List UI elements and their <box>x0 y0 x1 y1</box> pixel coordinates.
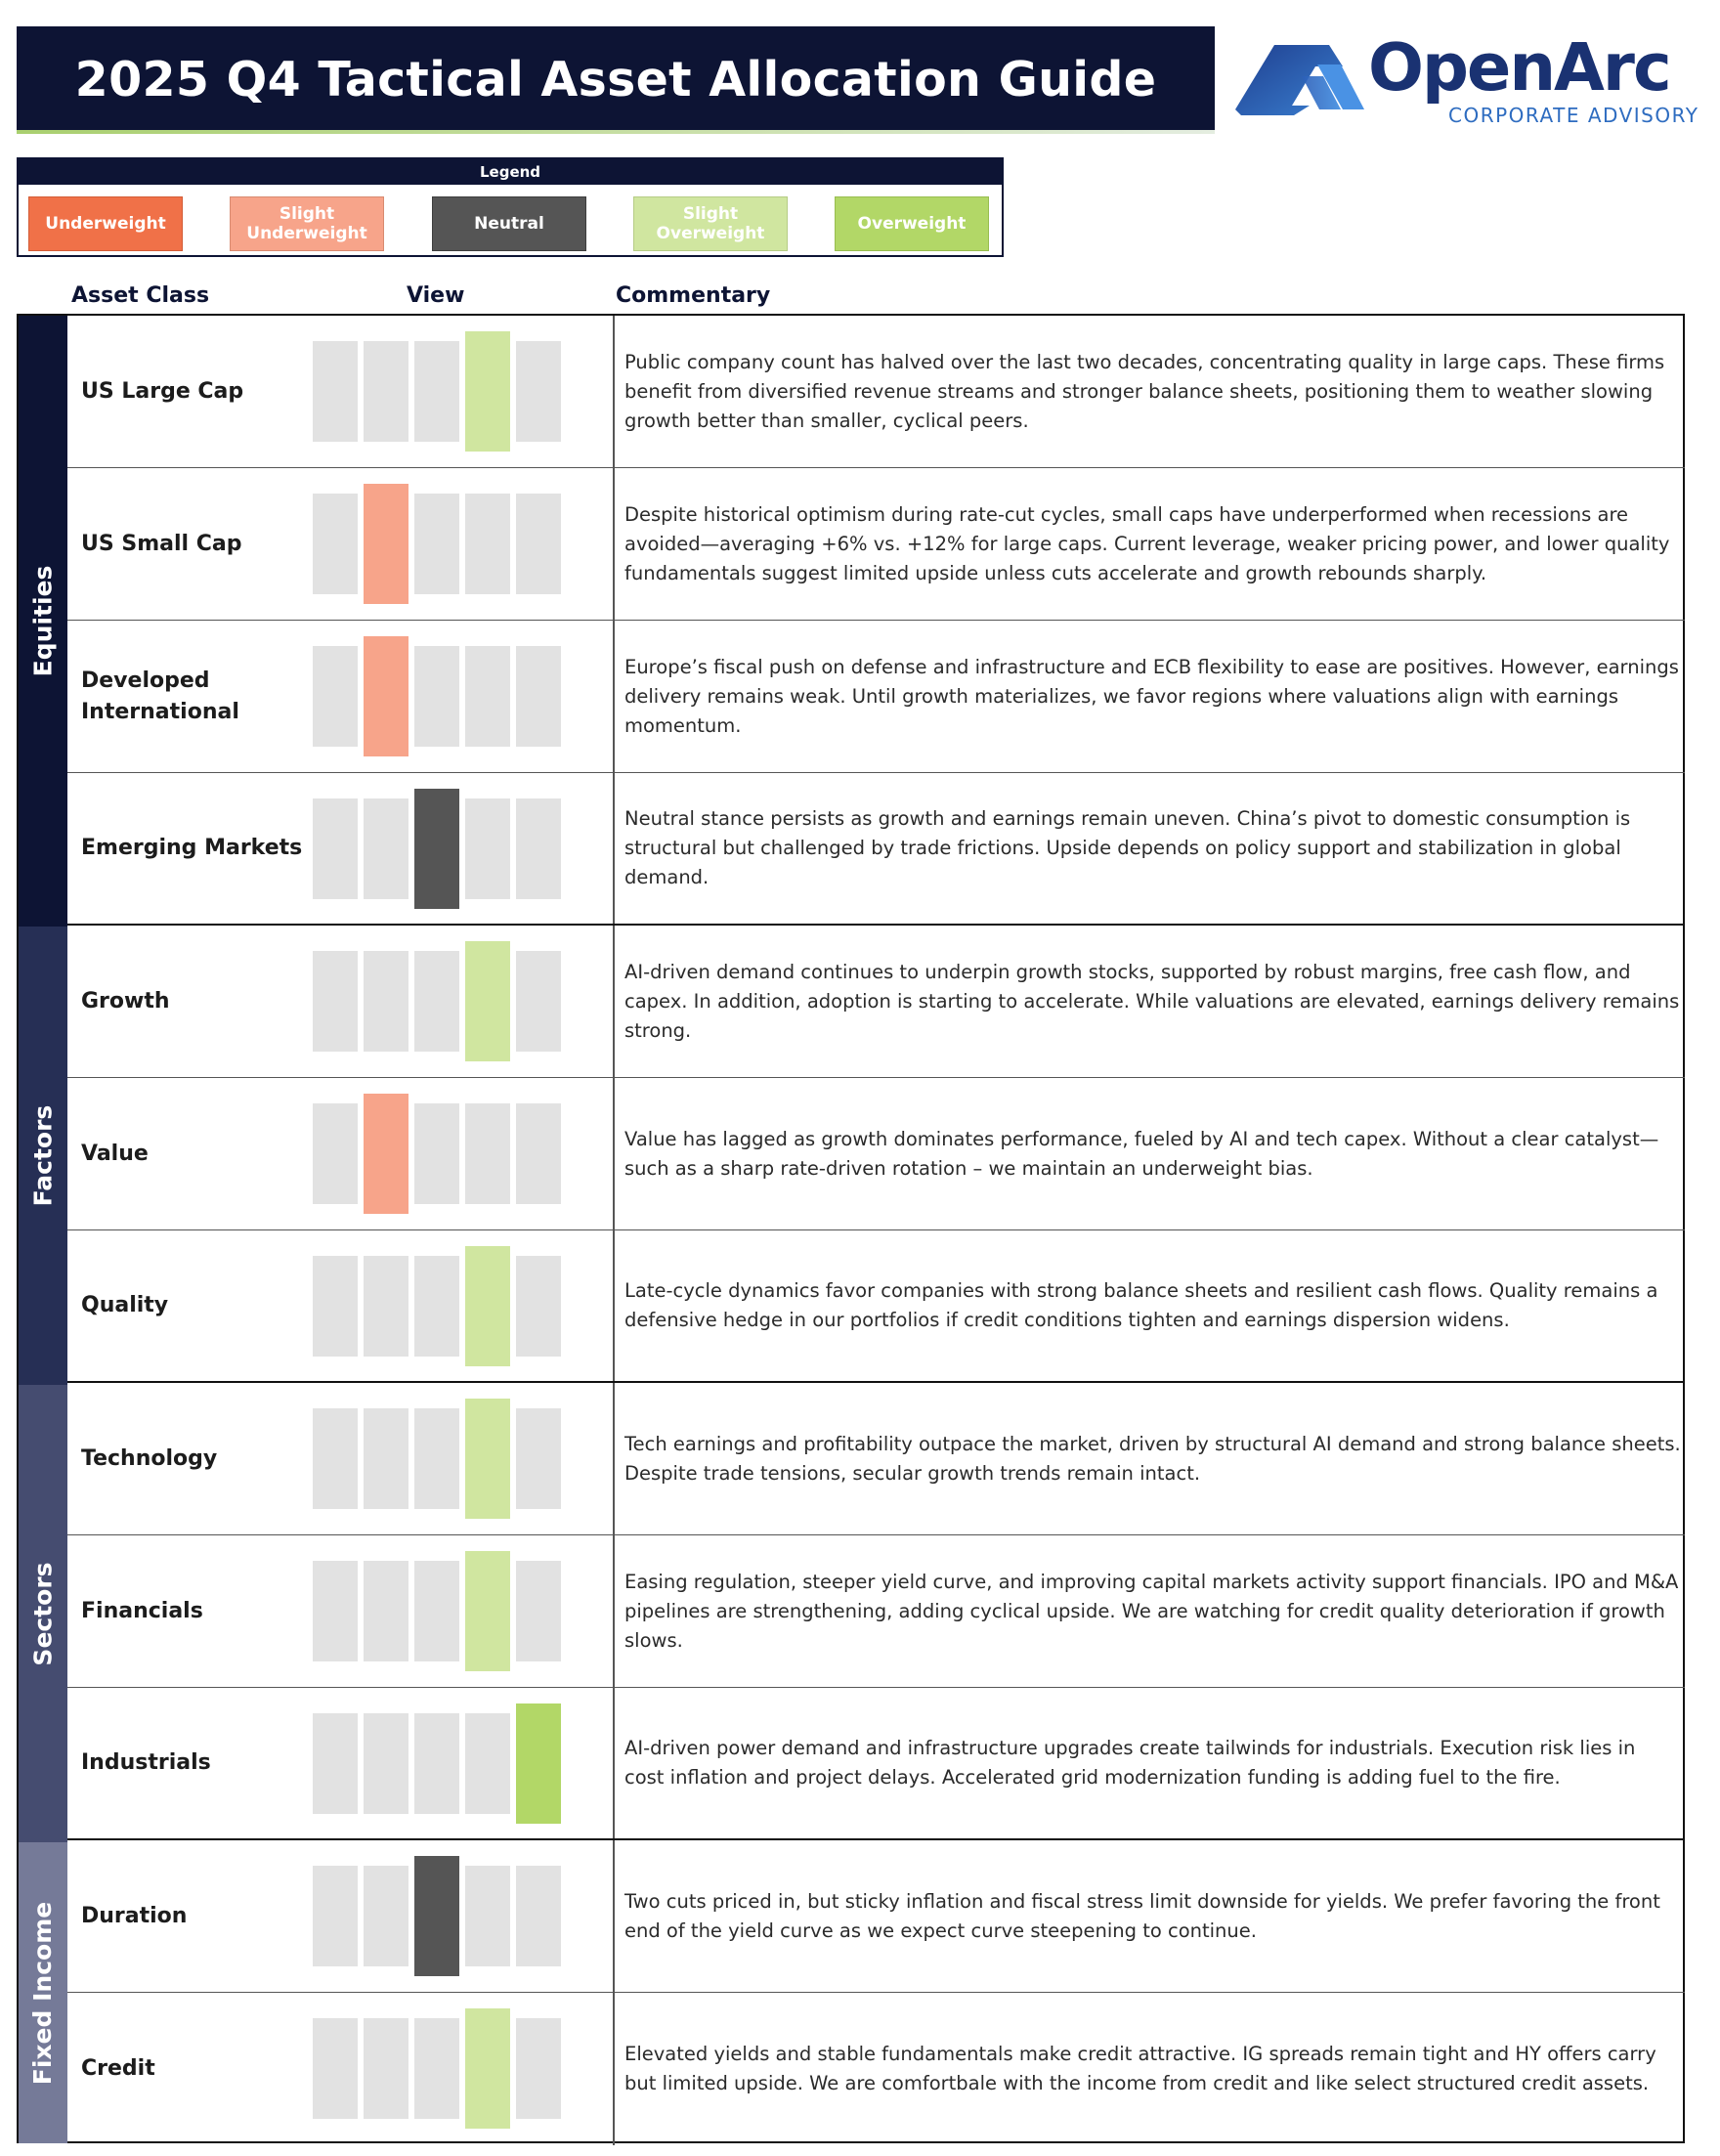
view-indicator <box>313 1688 567 1838</box>
column-divider <box>613 1688 615 1838</box>
view-segment <box>516 1103 561 1204</box>
column-divider <box>613 468 615 620</box>
table-rows <box>67 316 1685 2145</box>
view-segment <box>364 1408 408 1509</box>
legend-title: Legend <box>19 159 1002 185</box>
table-row <box>67 1383 1685 1535</box>
table-row <box>67 926 1685 1078</box>
view-segment <box>516 646 561 747</box>
table-row <box>67 1840 1685 1993</box>
view-segment <box>465 798 510 899</box>
title-banner <box>17 26 1215 132</box>
view-segment-active <box>465 331 510 452</box>
view-segment <box>364 1256 408 1357</box>
view-segment <box>313 1103 358 1204</box>
column-divider <box>613 926 615 1077</box>
column-header-commentary: Commentary <box>616 283 771 308</box>
view-segment <box>364 1561 408 1661</box>
category-fixed-income <box>19 1842 67 2143</box>
view-segment <box>414 1408 459 1509</box>
table-row <box>67 621 1685 773</box>
view-segment <box>364 798 408 899</box>
commentary-text: Public company count has halved over the last two decades, concentrating quality in large caps. These firms benefit from diversified revenue streams and stronger balance sheets, positioning them to weather slowing growth better than smaller, cyclical peers. <box>624 350 1665 432</box>
view-segment <box>414 1103 459 1204</box>
view-segment <box>414 2018 459 2119</box>
view-segment-active <box>414 789 459 909</box>
category-label: Factors <box>28 1104 58 1207</box>
commentary-text: Tech earnings and profitability outpace the market, driven by structural AI demand and strong balance sheets. Despite trade tensions, secular growth trends remain intact. <box>624 1432 1681 1485</box>
commentary-text: Elevated yields and stable fundamentals make credit attractive. IG spreads remain tight and HY offers carry but limited upside. We are comfortbale with the income from credit and like select structured credit assets. <box>624 2043 1656 2094</box>
view-indicator <box>313 1078 567 1229</box>
view-segment <box>364 951 408 1052</box>
view-indicator <box>313 1993 567 2145</box>
table-row <box>67 1230 1685 1383</box>
view-segment-active <box>465 941 510 1061</box>
column-divider <box>613 1230 615 1381</box>
column-divider <box>613 773 615 924</box>
asset-class-name: Technology <box>81 1445 218 1471</box>
column-divider <box>613 621 615 772</box>
view-indicator <box>313 1535 567 1687</box>
column-header-view: View <box>407 283 465 308</box>
view-segment <box>414 646 459 747</box>
view-segment-active <box>465 2008 510 2129</box>
view-segment <box>516 798 561 899</box>
view-segment <box>414 951 459 1052</box>
page-title: 2025 Q4 Tactical Asset Allocation Guide <box>74 51 1157 108</box>
allocation-table <box>17 314 1685 2143</box>
asset-class-name: Growth <box>81 988 170 1013</box>
legend <box>17 157 1004 257</box>
column-header-asset-class: Asset Class <box>71 283 210 308</box>
asset-class-name: Credit <box>81 2056 155 2081</box>
table-row <box>67 1993 1685 2145</box>
view-segment <box>465 1866 510 1966</box>
category-label: Sectors <box>28 1561 58 1666</box>
view-segment <box>516 951 561 1052</box>
commentary-text: Europe’s fiscal push on defense and infrastructure and ECB flexibility to ease are positives. However, earnings delivery remains weak. Until growth materializes, we favor regions where valuations align with earnings momentum. <box>624 655 1679 737</box>
category-label: Fixed Income <box>28 1901 58 2085</box>
view-indicator <box>313 1230 567 1381</box>
view-segment <box>516 1256 561 1357</box>
view-segment <box>313 798 358 899</box>
commentary-text: AI-driven power demand and infrastructure upgrades create tailwinds for industrials. Execution risk lies in cost inflation and project delays. Accelerated grid modernization funding is adding fuel to the fire. <box>624 1737 1636 1789</box>
asset-class-name: Financials <box>81 1598 203 1623</box>
view-segment <box>364 2018 408 2119</box>
view-segment <box>313 646 358 747</box>
view-segment <box>313 951 358 1052</box>
commentary-text: Easing regulation, steeper yield curve, and improving capital markets activity support financials. IPO and M&A pipelines are strengthening, adding cyclical upside. We are watching for credit quality deterioration if growth slows. <box>624 1570 1679 1652</box>
view-segment-active <box>364 484 408 604</box>
table-row <box>67 773 1685 926</box>
view-segment <box>313 1408 358 1509</box>
commentary-text: AI-driven demand continues to underpin growth stocks, supported by robust margins, free cash flow, and capex. In addition, adoption is starting to accelerate. While valuations are elevated, earnings delivery remains strong. <box>624 960 1680 1042</box>
asset-class-name: Quality <box>81 1293 169 1317</box>
table-row <box>67 1535 1685 1688</box>
view-indicator <box>313 1383 567 1534</box>
view-segment <box>313 2018 358 2119</box>
view-segment <box>516 1561 561 1661</box>
view-segment <box>414 1561 459 1661</box>
table-row <box>67 316 1685 468</box>
view-segment <box>414 341 459 442</box>
commentary-text: Despite historical optimism during rate-cut cycles, small caps have underperformed when recessions are avoided—averaging +6% vs. +12% for large caps. Current leverage, weaker pricing power, and lower quality fundamentals suggest limited upside unless cuts accelerate and growth rebounds sharply. <box>624 502 1670 584</box>
asset-class-name: Value <box>81 1141 149 1166</box>
view-indicator <box>313 621 567 772</box>
column-divider <box>613 1535 615 1687</box>
legend-key-slight-underweight: Slight Underweight <box>230 196 384 251</box>
view-segment <box>465 1103 510 1204</box>
table-row <box>67 468 1685 621</box>
legend-key-underweight: Underweight <box>28 196 183 251</box>
view-segment-active <box>465 1399 510 1519</box>
view-segment-active <box>364 636 408 756</box>
column-divider <box>613 1840 615 1992</box>
view-segment <box>313 1256 358 1357</box>
asset-class-name: US Large Cap <box>81 378 244 404</box>
legend-key-overweight: Overweight <box>835 196 989 251</box>
view-segment <box>414 1256 459 1357</box>
view-indicator <box>313 926 567 1077</box>
view-indicator <box>313 316 567 467</box>
legend-key-slight-overweight: Slight Overweight <box>633 196 788 251</box>
commentary-text: Value has lagged as growth dominates performance, fueled by AI and tech capex. Without a clear catalyst—such as a sharp rate-driven rotation – we maintain an underweight bias. <box>624 1127 1659 1180</box>
view-segment-active <box>516 1703 561 1824</box>
category-equities <box>19 316 67 927</box>
openarc-logo <box>1233 29 1699 137</box>
table-row <box>67 1688 1685 1840</box>
asset-class-name: Duration <box>81 1903 188 1928</box>
view-segment <box>313 1866 358 1966</box>
view-segment <box>414 1713 459 1814</box>
asset-class-name: US Small Cap <box>81 531 242 556</box>
column-divider <box>613 1993 615 2145</box>
asset-class-name: Developed International <box>81 668 239 724</box>
column-divider <box>613 1078 615 1229</box>
column-divider <box>613 1383 615 1534</box>
view-segment-active <box>414 1856 459 1976</box>
view-indicator <box>313 773 567 924</box>
view-indicator <box>313 1840 567 1992</box>
legend-key-neutral: Neutral <box>432 196 586 251</box>
view-segment <box>465 1713 510 1814</box>
view-segment <box>414 494 459 594</box>
view-segment-active <box>465 1551 510 1671</box>
view-segment <box>313 494 358 594</box>
commentary-text: Late-cycle dynamics favor companies with strong balance sheets and resilient cash flows. Quality remains a defensive hedge in our portfolios if credit conditions tighten and earnings dispersion widens. <box>624 1279 1658 1331</box>
view-segment-active <box>364 1094 408 1214</box>
view-segment <box>364 1713 408 1814</box>
view-segment <box>516 494 561 594</box>
view-segment <box>465 646 510 747</box>
category-factors <box>19 927 67 1385</box>
view-indicator <box>313 468 567 620</box>
view-segment <box>364 341 408 442</box>
title-underline <box>17 130 1215 134</box>
view-segment <box>313 1561 358 1661</box>
view-segment <box>313 1713 358 1814</box>
commentary-text: Two cuts priced in, but sticky inflation and fiscal stress limit downside for yields. We prefer favoring the front end of the yield curve as we expect curve steepening to continue. <box>624 1889 1660 1942</box>
view-segment <box>364 1866 408 1966</box>
view-segment <box>465 494 510 594</box>
logo-name: OpenArc <box>1368 29 1670 106</box>
category-sectors <box>19 1385 67 1842</box>
view-segment <box>516 341 561 442</box>
commentary-text: Neutral stance persists as growth and earnings remain uneven. China’s pivot to domestic consumption is structural but challenged by trade frictions. Upside depends on policy support and stabilization in global demand. <box>624 807 1631 888</box>
view-segment <box>516 1866 561 1966</box>
view-segment <box>516 1408 561 1509</box>
view-segment-active <box>465 1246 510 1366</box>
logo-tagline: CORPORATE ADVISORY <box>1448 104 1699 127</box>
column-divider <box>613 316 615 467</box>
category-label: Equities <box>28 565 58 677</box>
view-segment <box>516 2018 561 2119</box>
asset-class-name: Industrials <box>81 1750 211 1775</box>
openarc-logo-icon <box>1233 37 1370 117</box>
table-row <box>67 1078 1685 1230</box>
view-segment <box>313 341 358 442</box>
asset-class-name: Emerging Markets <box>81 836 303 860</box>
